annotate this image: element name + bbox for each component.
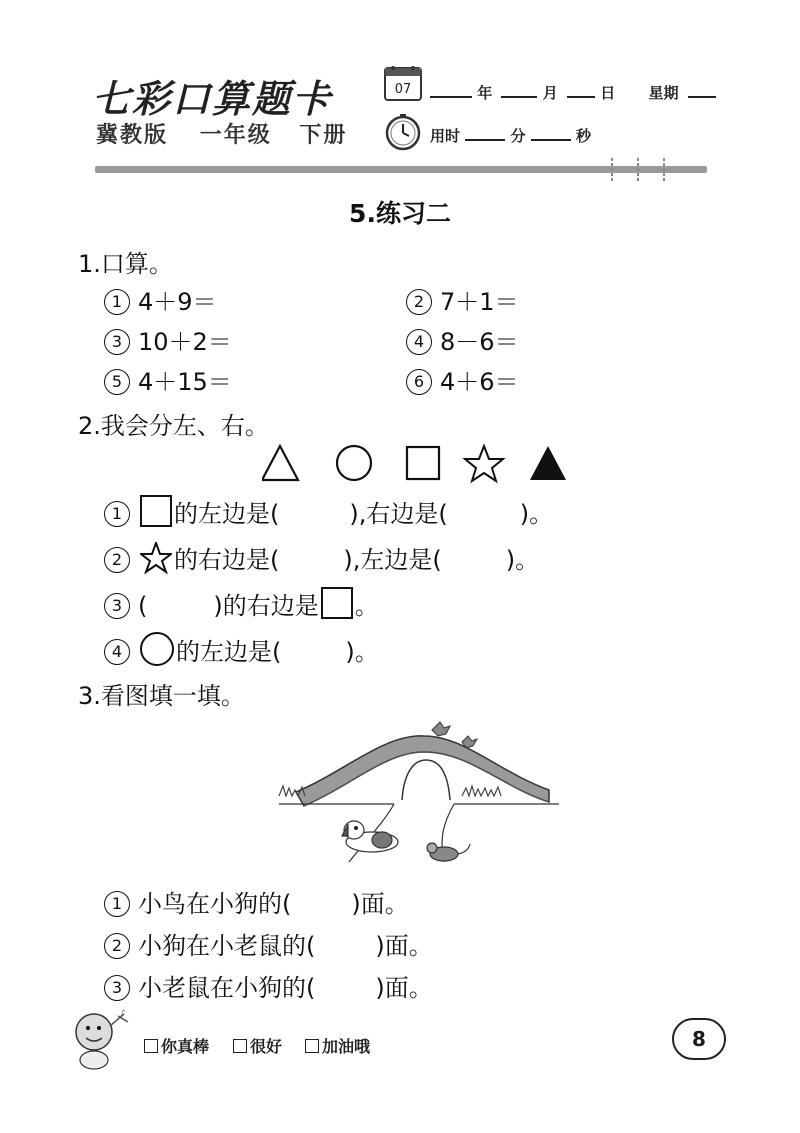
dog-icon xyxy=(342,821,398,852)
grade: 一年级 xyxy=(199,123,272,148)
square-icon xyxy=(321,587,353,619)
q1-item-6: 6 4＋6＝ xyxy=(406,362,519,397)
square-icon xyxy=(140,495,172,527)
star-icon xyxy=(140,542,172,574)
time-label: 用时 xyxy=(430,127,461,145)
brand-title: 七彩口算题卡 xyxy=(92,76,333,121)
q1-item-5: 5 4＋15＝ xyxy=(104,362,232,397)
checkbox-icon[interactable] xyxy=(305,1039,319,1053)
minute-label: 分 xyxy=(510,127,526,145)
calendar-number: 07 xyxy=(394,82,412,97)
year-label: 年 xyxy=(477,84,493,102)
bridge-illustration xyxy=(274,712,564,876)
date-line xyxy=(430,82,716,103)
q2-item-4: 4 的左边是( )。 xyxy=(104,632,379,667)
second-label: 秒 xyxy=(575,127,591,145)
rating-keep-going[interactable]: 加油哦 xyxy=(305,1034,370,1057)
weekday-label: 星期 xyxy=(648,84,679,102)
mouse-icon xyxy=(427,843,470,861)
q1-item-2: 2 7＋1＝ xyxy=(406,282,519,317)
star-icon xyxy=(465,446,503,481)
q2-item-1: 1 的左边是( ),右边是( )。 xyxy=(104,494,553,529)
mascot-icon xyxy=(66,1006,138,1074)
volume: 下册 xyxy=(299,123,348,148)
q1-item-4: 4 8－6＝ xyxy=(406,322,519,357)
edition: 冀教版 xyxy=(96,123,169,148)
binder-rings xyxy=(600,156,680,188)
page-title: 5.练习二 xyxy=(349,199,451,228)
clock-icon xyxy=(383,112,423,156)
calendar-icon xyxy=(383,64,423,106)
day-label: 日 xyxy=(600,84,616,102)
q2-item-2: 2 的右边是( ),左边是( )。 xyxy=(104,540,539,575)
q1-item-1: 1 4＋9＝ xyxy=(104,282,217,317)
q3-heading: 3.看图填一填。 xyxy=(78,682,245,710)
rating-great[interactable]: 你真棒 xyxy=(144,1034,209,1057)
page-number: 8 xyxy=(672,1018,726,1060)
q2-heading: 2.我会分左、右。 xyxy=(78,412,269,440)
shape-row xyxy=(262,444,572,488)
checkbox-icon[interactable] xyxy=(233,1039,247,1053)
rating-good[interactable]: 很好 xyxy=(233,1034,282,1057)
month-label: 月 xyxy=(542,84,558,102)
circle-icon xyxy=(337,446,371,480)
triangle-filled-icon xyxy=(530,446,566,480)
q2-item-3: 3 ( )的右边是 。 xyxy=(104,586,379,621)
triangle-outline-icon xyxy=(262,446,298,480)
q1-heading: 1.口算。 xyxy=(78,250,173,278)
checkbox-icon[interactable] xyxy=(144,1039,158,1053)
q3-item-1: 1 小鸟在小狗的( )面。 xyxy=(104,884,409,919)
svg-text:♪: ♪ xyxy=(120,1009,126,1019)
q3-item-3: 3 小老鼠在小狗的( )面。 xyxy=(104,968,433,1003)
q3-item-2: 2 小狗在小老鼠的( )面。 xyxy=(104,926,433,961)
q1-item-3: 3 10＋2＝ xyxy=(104,322,232,357)
square-icon xyxy=(407,447,439,479)
edition-line xyxy=(96,118,347,149)
time-line xyxy=(430,125,591,146)
circle-icon xyxy=(140,632,174,666)
